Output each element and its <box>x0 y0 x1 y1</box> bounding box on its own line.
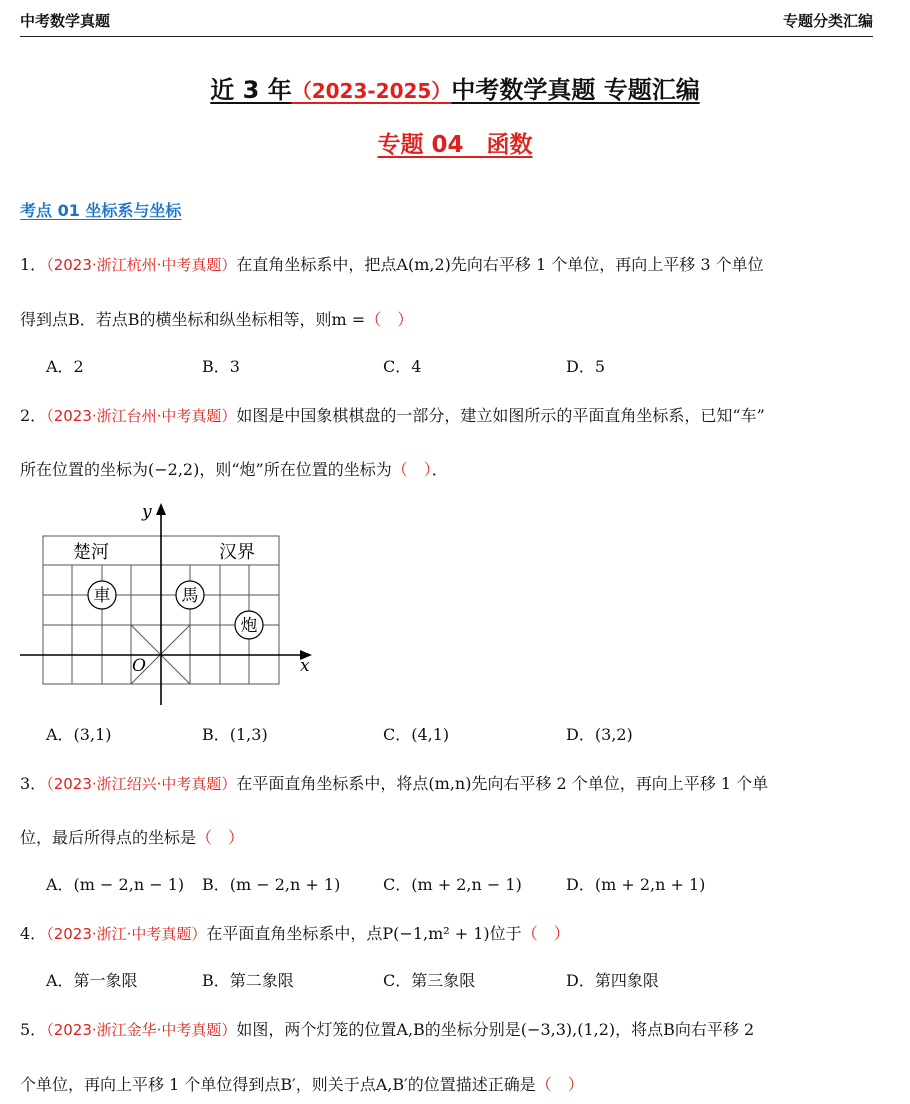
q4-option-d[interactable]: D．第四象限 <box>566 971 659 990</box>
q4-line1 <box>20 921 570 944</box>
section-heading: 考点 01 坐标系与坐标 <box>20 201 182 220</box>
q3-text2: 位，最后所得点的坐标是 <box>20 828 197 847</box>
q2-tail: ． <box>431 460 448 479</box>
q1-option-b[interactable]: B．3 <box>202 357 240 376</box>
q5-line2 <box>20 1072 584 1095</box>
q3-text1: 在平面直角坐标系中，将点(m,n)先向右平移 2 个单位，再向上平移 1 个单 <box>236 774 769 793</box>
q3-option-b[interactable]: B．(m − 2,n + 1) <box>202 875 341 894</box>
q1-option-d[interactable]: D．5 <box>566 357 606 376</box>
q3-line1 <box>20 771 768 794</box>
q1-text1: 在直角坐标系中，把点A(m,2)先向右平移 1 个单位，再向上平移 3 个单位 <box>236 255 764 274</box>
q1-num: 1． <box>20 255 47 274</box>
q1-blank: （ ） <box>365 310 414 329</box>
q5-text1: 如图，两个灯笼的位置A,B的坐标分别是(−3,3),(1,2)，将点B向右平移 2 <box>236 1020 755 1039</box>
q2-option-c[interactable]: C．(4,1) <box>383 725 450 744</box>
q5-line1 <box>20 1017 754 1040</box>
q5-blank: （ ） <box>535 1075 584 1094</box>
q1-line1 <box>20 252 764 275</box>
header-left: 中考数学真题 <box>20 12 111 30</box>
q3-option-d[interactable]: D．(m + 2,n + 1) <box>566 875 706 894</box>
q1-line2 <box>20 307 413 330</box>
q3-option-a[interactable]: A．(m − 2,n − 1) <box>46 875 185 894</box>
q2-line2 <box>20 457 448 480</box>
q1-option-c[interactable]: C．4 <box>383 357 422 376</box>
q1-option-a[interactable]: A．2 <box>46 357 84 376</box>
y-axis-label: y <box>142 502 152 522</box>
q5-text2: 个单位，再向上平移 1 个单位得到点B′，则关于点A,B′的位置描述正确是 <box>20 1075 536 1094</box>
q3-source: （2023·浙江绍兴·中考真题） <box>46 775 237 793</box>
q3-line2 <box>20 825 244 848</box>
q3-num: 3． <box>20 774 47 793</box>
pao-piece: 炮 <box>240 616 258 636</box>
q4-option-b[interactable]: B．第二象限 <box>202 971 294 990</box>
chessboard-figure <box>18 500 318 705</box>
q4-source: （2023·浙江·中考真题） <box>46 925 207 943</box>
x-axis-label: x <box>300 656 310 676</box>
q5-source: （2023·浙江金华·中考真题） <box>46 1021 237 1039</box>
header-rule <box>20 36 873 37</box>
page-subtitle <box>0 126 910 159</box>
title-part1: 近 3 年 <box>210 76 292 104</box>
q2-blank: （ ） <box>391 460 432 479</box>
q1-text2: 得到点B．若点B的横坐标和纵坐标相等，则m = <box>20 310 366 329</box>
q2-text1: 如图是中国象棋棋盘的一部分，建立如图所示的平面直角坐标系，已知“车” <box>236 406 765 425</box>
q2-option-d[interactable]: D．(3,2) <box>566 725 633 744</box>
q2-option-b[interactable]: B．(1,3) <box>202 725 268 744</box>
river-left-text: 楚河 <box>73 542 109 563</box>
che-piece: 車 <box>93 586 111 606</box>
q4-option-a[interactable]: A．第一象限 <box>46 971 138 990</box>
q3-blank: （ ） <box>196 828 245 847</box>
y-axis-arrow <box>156 503 166 515</box>
subtitle-text: 专题 04 函数 <box>377 132 533 158</box>
header-right: 专题分类汇编 <box>782 12 873 30</box>
q4-num: 4． <box>20 924 47 943</box>
q4-blank: （ ） <box>521 924 570 943</box>
title-years: （2023-2025） <box>291 79 452 103</box>
q2-text2: 所在位置的坐标为(−2,2)，则“炮”所在位置的坐标为 <box>20 460 392 479</box>
ma-piece: 馬 <box>181 586 199 606</box>
q3-option-c[interactable]: C．(m + 2,n − 1) <box>383 875 522 894</box>
origin-label: O <box>132 656 146 676</box>
q2-source: （2023·浙江台州·中考真题） <box>46 407 237 425</box>
title-part2: 中考数学真题 专题汇编 <box>451 76 700 104</box>
q2-option-a[interactable]: A．(3,1) <box>46 725 112 744</box>
q2-num: 2． <box>20 406 47 425</box>
q4-option-c[interactable]: C．第三象限 <box>383 971 476 990</box>
q2-line1 <box>20 403 765 426</box>
q1-source: （2023·浙江杭州·中考真题） <box>46 256 237 274</box>
q5-num: 5． <box>20 1020 47 1039</box>
q4-text1: 在平面直角坐标系中，点P(−1,m² + 1)位于 <box>206 924 522 943</box>
river-right-text: 汉界 <box>219 542 255 563</box>
page-title <box>0 70 910 105</box>
